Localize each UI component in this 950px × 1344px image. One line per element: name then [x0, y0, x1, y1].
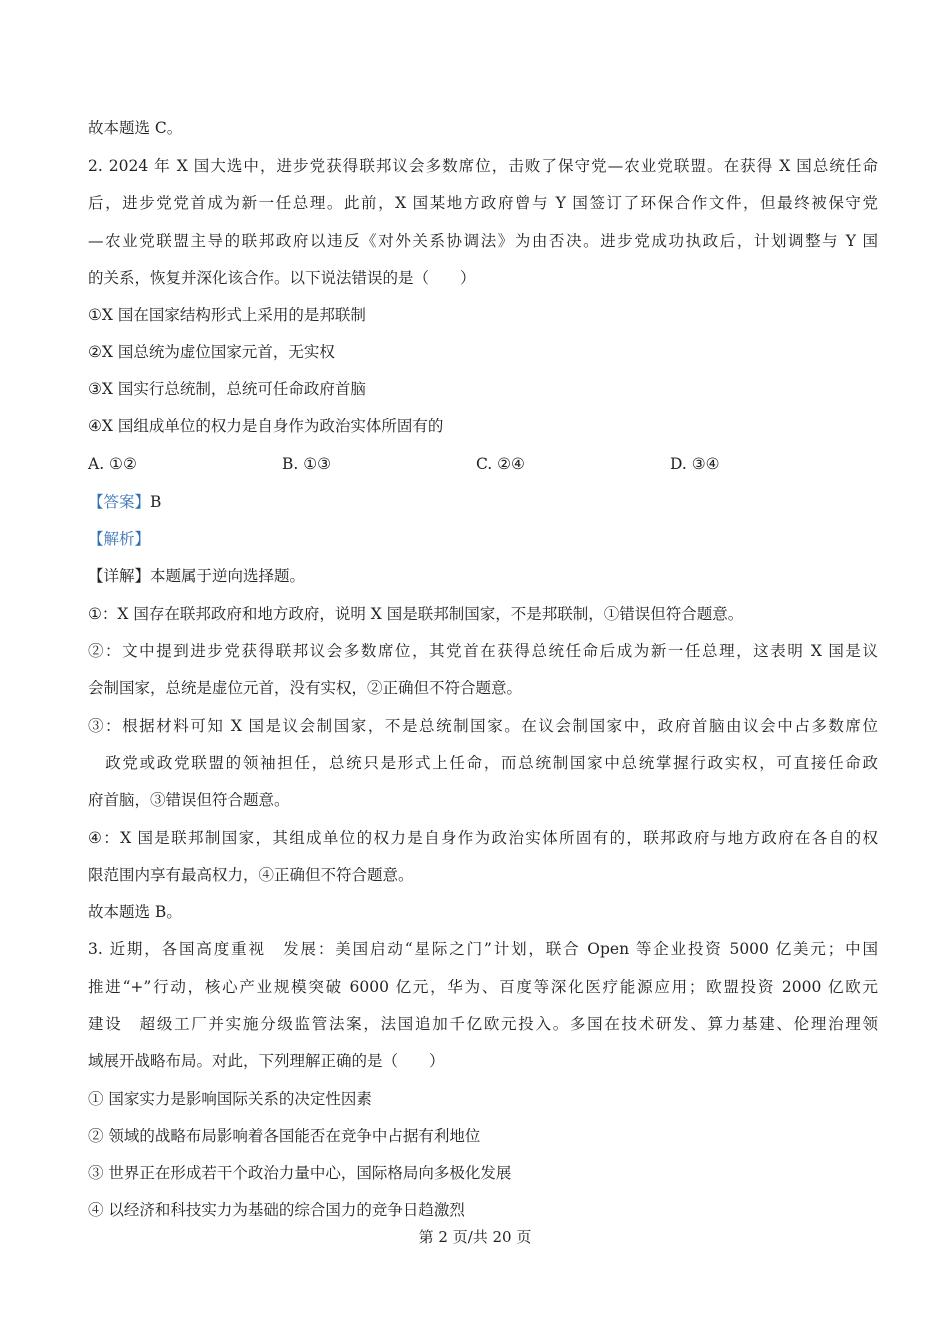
q2-detail-line-9: 限范围内享有最高权力，④正确但不符合题意。 — [88, 866, 414, 884]
q3-statement-2: ② 领域的战略布局影响着各国能否在竞争中占据有利地位 — [88, 1127, 481, 1145]
q3-stem-line-3: 建设 超级工厂并实施分级监管法案，法国追加千亿欧元投入。多国在技术研发、算力基建、伦理治理领 — [88, 1015, 878, 1033]
q2-answer — [88, 492, 878, 512]
page-number: 第 2 页/共 20 页 — [418, 1228, 532, 1246]
q2-option-c: C. ②④ — [476, 455, 525, 473]
q2-stem-line-2: 后，进步党党首成为新一任总理。此前，X 国某地方政府曾与 Y 国签订了环保合作文件，但最终被保守党 — [88, 194, 878, 212]
q3-statement-1: ① 国家实力是影响国际关系的决定性因素 — [88, 1090, 372, 1108]
q2-option-a: A. ①② — [88, 455, 137, 473]
q2-detail-line-5: ③：根据材料可知 X 国是议会制国家，不是总统制国家。在议会制国家中，政府首脑由议会中占多数席位 — [88, 717, 878, 735]
q2-detail-line-6: 政党或政党联盟的领袖担任，总统只是形式上任命，而总统制国家中总统掌握行政实权，可直接任命政 — [88, 754, 878, 772]
q2-detail-line-4: 会制国家，总统是虚位元首，没有实权，②正确但不符合题意。 — [88, 679, 523, 697]
q2-statement-1: ①X 国在国家结构形式上采用的是邦联制 — [88, 306, 366, 324]
q2-detail-line-1: 【详解】本题属于逆向选择题。 — [88, 567, 306, 585]
q2-stem-line-1: 2. 2024 年 X 国大选中，进步党获得联邦议会多数席位，击败了保守党—农业党联盟。在获得 X 国总统任命 — [88, 157, 878, 175]
q2-detail-line-7: 府首脑，③错误但符合题意。 — [88, 791, 290, 809]
q2-option-b: B. ①③ — [282, 455, 332, 473]
answer-label: 【答案】 — [88, 493, 151, 511]
q3-stem-line-1: 3. 近期，各国高度重视 发展：美国启动“星际之门”计划，联合 Open 等企业投资 5000 亿美元；中国 — [88, 940, 878, 958]
q3-statement-4: ④ 以经济和科技实力为基础的综合国力的竞争日趋激烈 — [88, 1201, 465, 1219]
q2-detail-line-3: ②：文中提到进步党获得联邦议会多数席位，其党首在获得总统任命后成为新一任总理，这表明 X 国是议 — [88, 642, 878, 660]
analysis-label: 【解析】 — [88, 530, 151, 548]
q2-conclusion: 故本题选 B。 — [88, 903, 182, 921]
q2-detail-line-8: ④：X 国是联邦制国家，其组成单位的权力是自身作为政治实体所固有的，联邦政府与地方政府在各自的权 — [88, 829, 878, 847]
previous-conclusion: 故本题选 C。 — [88, 119, 183, 137]
q2-detail-line-2: ①：X 国存在联邦政府和地方政府，说明 X 国是联邦制国家，不是邦联制，①错误但符合题意。 — [88, 605, 744, 623]
q2-statement-4: ④X 国组成单位的权力是自身作为政治实体所固有的 — [88, 417, 444, 435]
q2-statement-3: ③X 国实行总统制，总统可任命政府首脑 — [88, 380, 366, 398]
q3-statement-3: ③ 世界正在形成若干个政治力量中心，国际格局向多极化发展 — [88, 1164, 512, 1182]
q3-stem-line-2: 推进“+”行动，核心产业规模突破 6000 亿元，华为、百度等深化医疗能源应用；欧盟投资 2000 亿欧元 — [88, 978, 878, 996]
answer-value: B — [150, 493, 162, 511]
q2-stem-line-4: 的关系，恢复并深化该合作。以下说法错误的是（ ） — [88, 269, 476, 287]
q2-stem-line-3: —农业党联盟主导的联邦政府以违反《对外关系协调法》为由否决。进步党成功执政后，计划调整与 Y 国 — [88, 232, 878, 250]
q2-statement-2: ②X 国总统为虚位国家元首，无实权 — [88, 343, 335, 361]
q3-stem-line-4: 域展开战略布局。对此，下列理解正确的是（ ） — [88, 1052, 445, 1070]
q2-option-d: D. ③④ — [670, 455, 720, 473]
